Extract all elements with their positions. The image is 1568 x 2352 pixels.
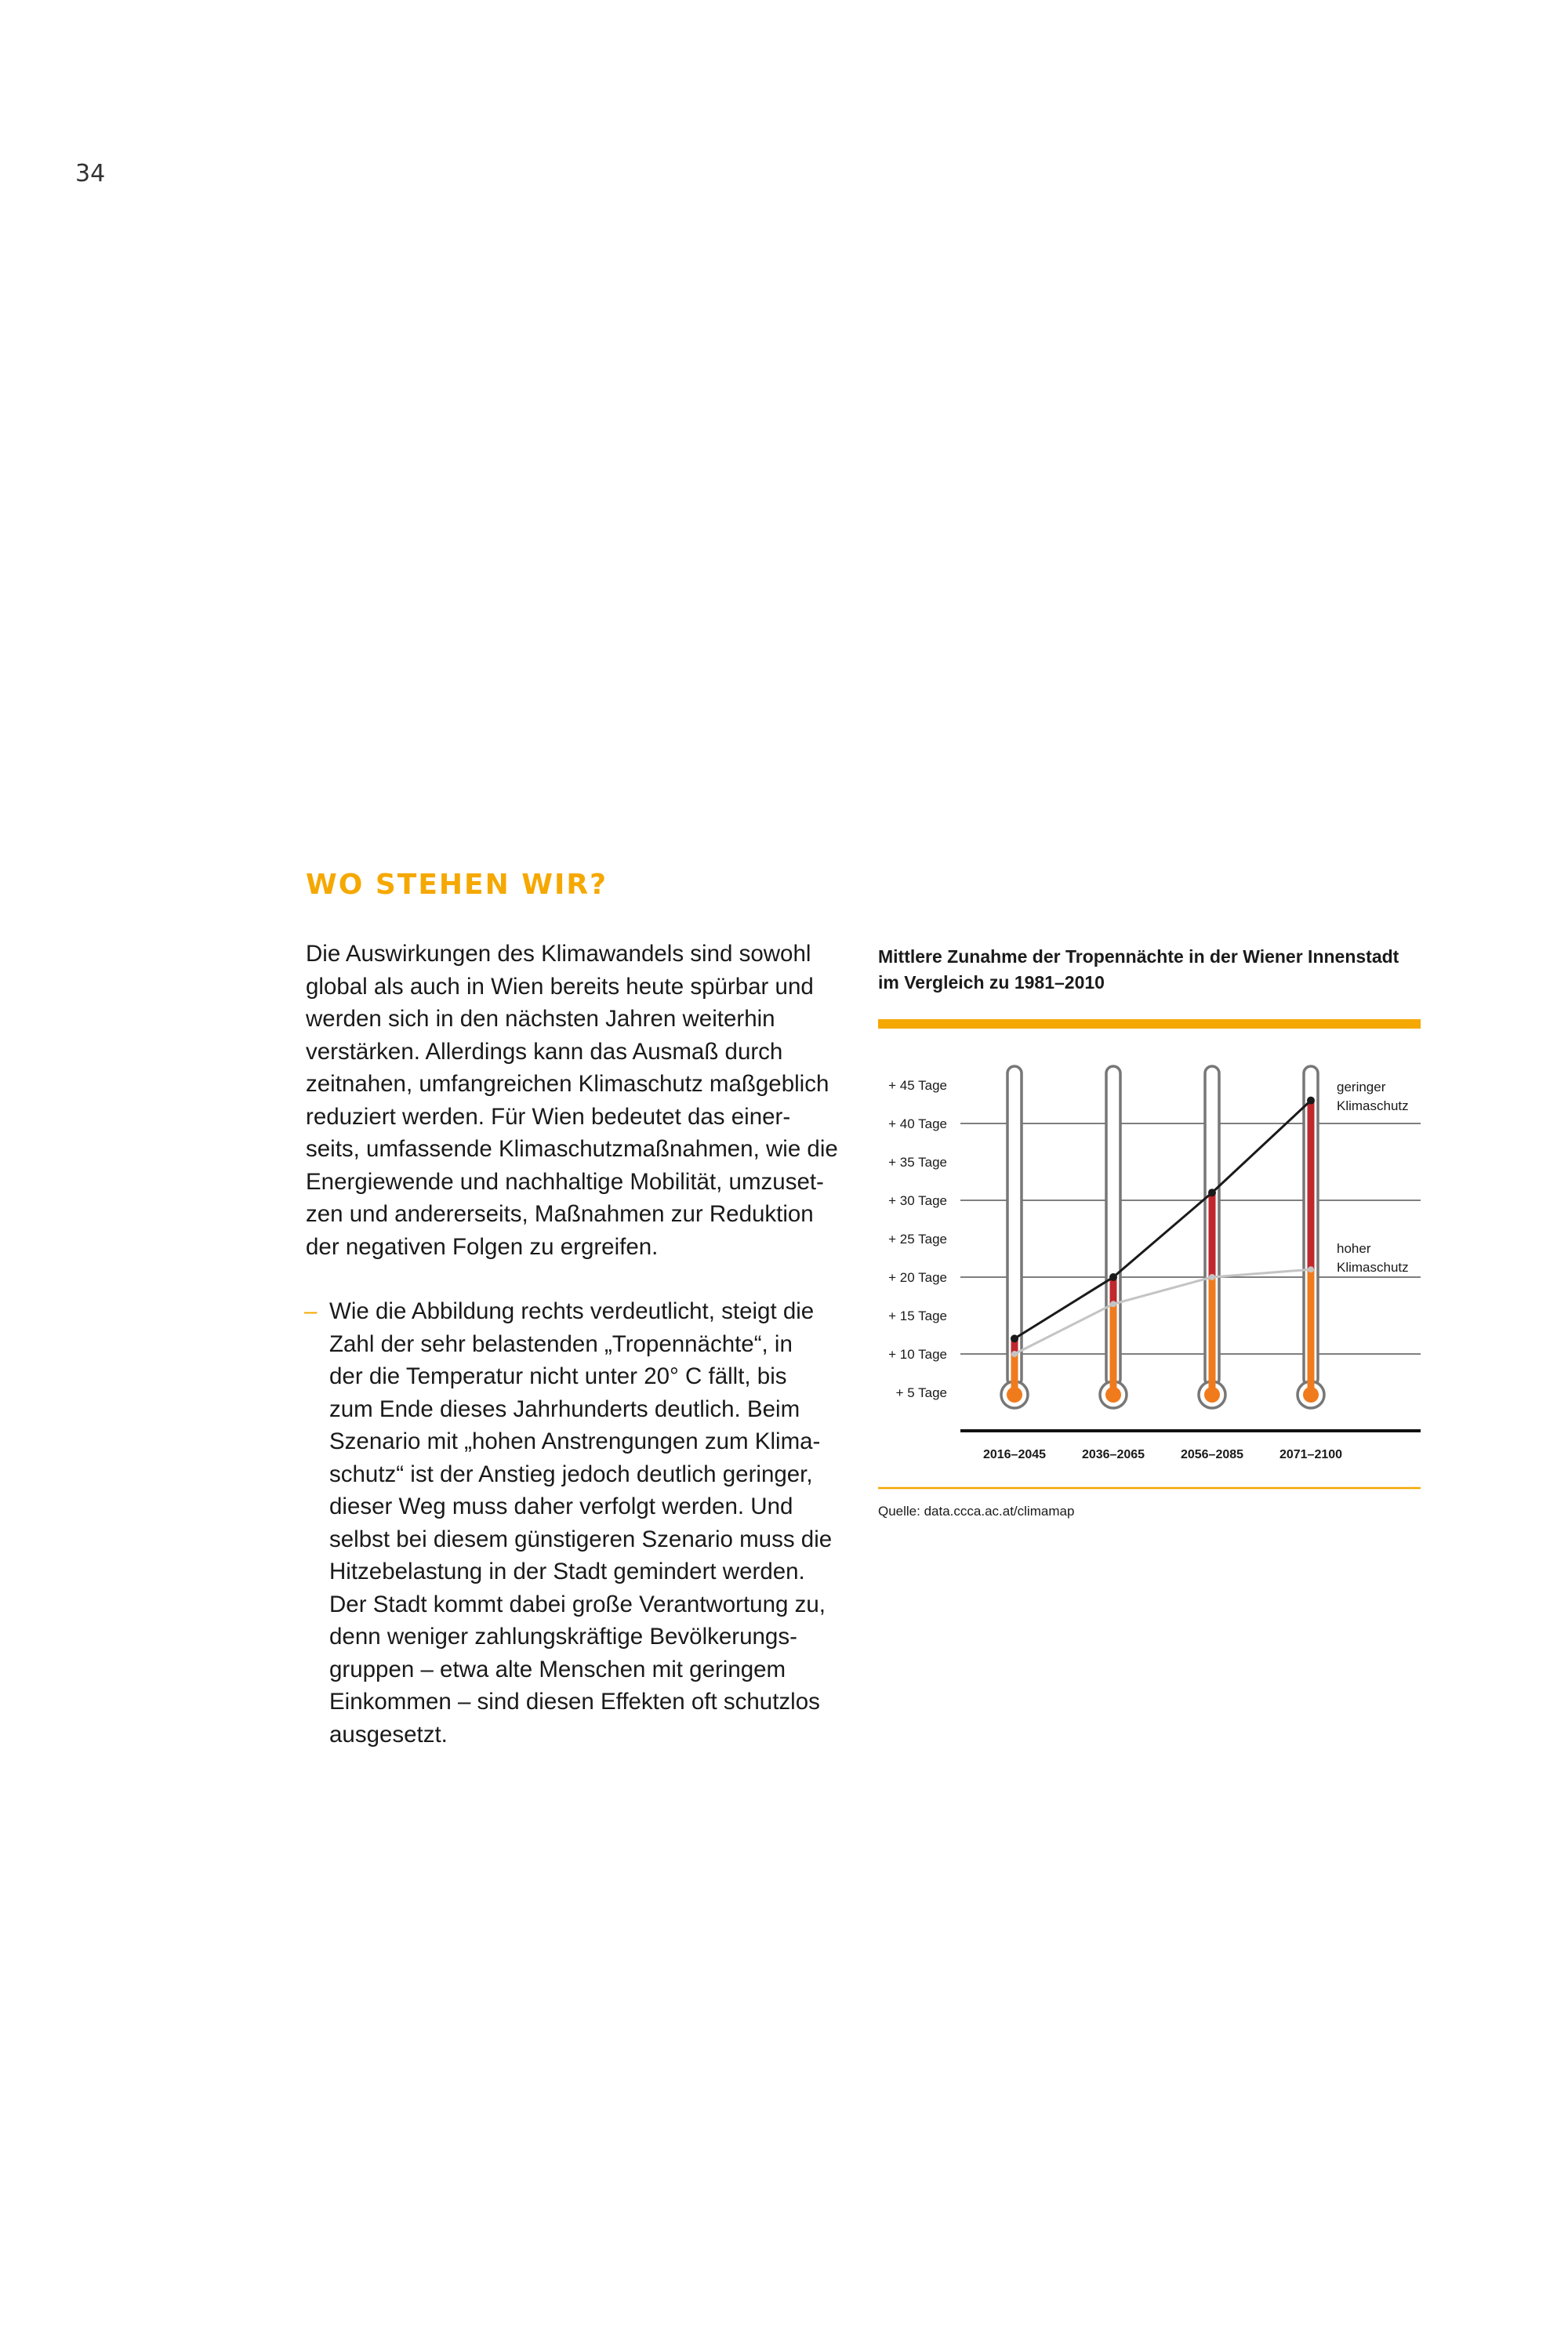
y-tick-label: + 20 Tage <box>888 1270 947 1285</box>
series-point-hoher-klimaschutz <box>1011 1351 1018 1357</box>
y-tick-label: + 30 Tage <box>888 1193 947 1208</box>
paragraph-line: zeitnahen, umfangreichen Klimaschutz maßgeblich <box>306 1071 829 1097</box>
series-line-geringer-klimaschutz <box>1014 1101 1311 1339</box>
x-tick-label: 2071–2100 <box>1279 1448 1343 1461</box>
series-label-geringer: Klimaschutz <box>1337 1098 1409 1113</box>
y-tick-label: + 25 Tage <box>888 1232 947 1247</box>
chart-title-line: im Vergleich zu 1981–2010 <box>878 972 1105 993</box>
bullet-dash: – <box>304 1298 318 1324</box>
series-label-geringer: geringer <box>1337 1080 1386 1094</box>
y-tick-label: + 45 Tage <box>888 1078 947 1093</box>
x-tick-label: 2056–2085 <box>1180 1448 1244 1461</box>
series-point-geringer-klimaschutz <box>1307 1097 1315 1105</box>
x-tick-label: 2016–2045 <box>982 1448 1047 1461</box>
thermometer-mercury-low <box>1308 1269 1315 1395</box>
series-point-hoher-klimaschutz <box>1209 1274 1215 1280</box>
paragraph-line: werden sich in den nächsten Jahren weiterhin <box>306 1006 775 1032</box>
series-point-hoher-klimaschutz <box>1110 1301 1116 1307</box>
bullet-line: gruppen – etwa alte Menschen mit geringem <box>329 1656 786 1682</box>
series-label-hoher: Klimaschutz <box>1337 1260 1409 1275</box>
thermometer-mercury-low <box>1209 1277 1216 1395</box>
bullet-line: ausgesetzt. <box>329 1721 448 1748</box>
bullet-line: schutz“ ist der Anstieg jedoch deutlich geringer, <box>329 1461 813 1487</box>
bullet-line: dieser Weg muss daher verfolgt werden. Und <box>329 1494 793 1519</box>
y-tick-label: + 40 Tage <box>888 1116 947 1131</box>
thermometer-mercury-low <box>1110 1304 1117 1395</box>
bullet-line: Der Stadt kommt dabei große Verantwortung zu, <box>329 1591 826 1617</box>
bullet-line: Szenario mit „hohen Anstrengungen zum Klima- <box>329 1428 821 1454</box>
page-number: 34 <box>75 160 106 187</box>
y-tick-label: + 10 Tage <box>888 1347 947 1362</box>
x-tick-label: 2036–2065 <box>1081 1448 1145 1461</box>
paragraph-line: reduziert werden. Für Wien bedeutet das einer- <box>306 1103 791 1130</box>
bullet-line: selbst bei diesem günstigeren Szenario muss die <box>329 1526 833 1552</box>
thermometer-bulb-fill <box>1105 1387 1121 1403</box>
series-point-geringer-klimaschutz <box>1109 1273 1117 1281</box>
chart-title-line: Mittlere Zunahme der Tropennächte in der Wiener Innenstadt <box>878 946 1399 967</box>
series-point-hoher-klimaschutz <box>1308 1266 1314 1272</box>
y-tick-label: + 15 Tage <box>888 1308 947 1323</box>
series-point-geringer-klimaschutz <box>1208 1189 1216 1196</box>
chart-source: Quelle: data.ccca.ac.at/climamap <box>878 1504 1075 1519</box>
bullet-line: Wie die Abbildung rechts verdeutlicht, steigt die <box>329 1298 815 1324</box>
paragraph-line: verstärken. Allerdings kann das Ausmaß durch <box>306 1038 783 1065</box>
paragraph-line: zen und andererseits, Maßnahmen zur Reduktion <box>306 1201 814 1227</box>
y-tick-label: + 5 Tage <box>895 1385 947 1400</box>
bullet-line: Zahl der sehr belastenden „Tropennächte“, in <box>329 1330 793 1357</box>
paragraph-line: der negativen Folgen zu ergreifen. <box>306 1233 659 1260</box>
thermometer-bulb-fill <box>1204 1387 1220 1403</box>
paragraph-line: seits, umfassende Klimaschutzmaßnahmen, wie die <box>306 1136 838 1162</box>
chart-accent-bar <box>878 1019 1421 1029</box>
section-title: WO STEHEN WIR? <box>306 869 608 901</box>
bullet-line: Hitzebelastung in der Stadt gemindert werden. <box>329 1559 805 1584</box>
bullet-line: zum Ende dieses Jahrhunderts deutlich. Beim <box>329 1396 800 1422</box>
paragraph-line: global als auch in Wien bereits heute spürbar und <box>306 973 814 1000</box>
thermometer-bulb-fill <box>1007 1387 1022 1403</box>
paragraph-line: Die Auswirkungen des Klimawandels sind sowohl <box>306 941 811 967</box>
bullet-line: der die Temperatur nicht unter 20° C fällt, bis <box>329 1363 787 1389</box>
paragraph-line: Energiewende und nachhaltige Mobilität, umzuset- <box>306 1168 824 1195</box>
thermometer-bulb-fill <box>1303 1387 1319 1403</box>
series-point-geringer-klimaschutz <box>1011 1334 1018 1342</box>
bullet-line: Einkommen – sind diesen Effekten oft schutzlos <box>329 1689 820 1715</box>
series-label-hoher: hoher <box>1337 1241 1371 1256</box>
bullet-line: denn weniger zahlungskräftige Bevölkerungs- <box>329 1624 797 1650</box>
y-tick-label: + 35 Tage <box>888 1155 947 1170</box>
